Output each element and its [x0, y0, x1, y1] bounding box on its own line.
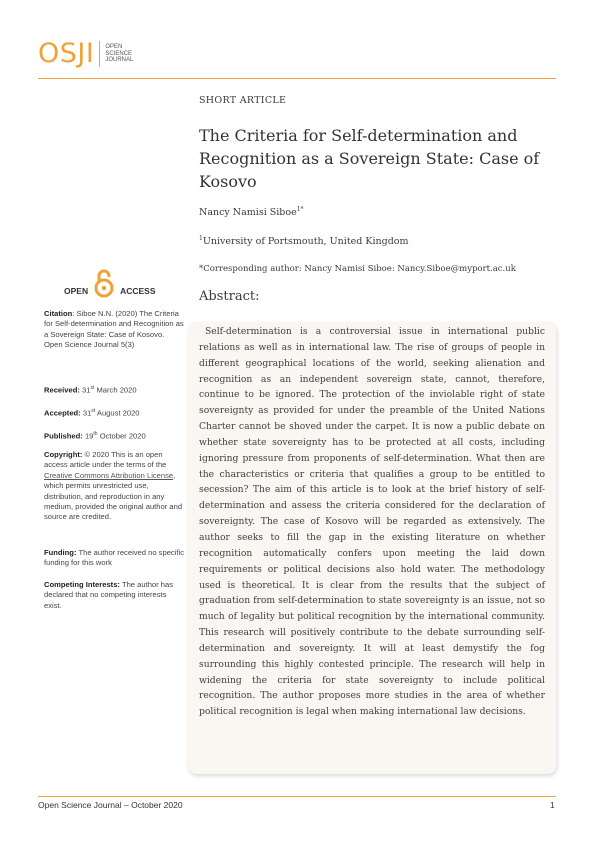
logo-subtitle: OPEN SCIENCE JOURNAL: [105, 44, 134, 64]
footer-rule: [38, 796, 556, 797]
received-date: Received: 31st March 2020: [44, 385, 137, 395]
funding-block: Funding: The author received no specific funding for this work: [44, 548, 184, 568]
published-date: Published: 19th October 2020: [44, 431, 146, 441]
abstract-text: Self-determination is a controversial issue in international public relations as well as in international law. The rise of groups of people in different geographical locations of the world, seeking alienation and recognition as an independent sovereign state, cannot, therefore, continue to be ignored. The protection of the inviolable right of state sovereignty as provided for under the preamble of the United Nations Charter cannot be shoved under the carpet. It is now a public debate on whether state sovereignty has to be protected at all costs, including ignoring pressure from proponents of self-determination. What then are the characteristics or criteria that qualifies a group to be entitled to secession? The aim of this article is to look at the brief history of self-determination and assess the criteria considered for the declaration of sovereignty. The case of Kosovo will be regarded as extensively. The author seeks to fill the gap in the existing literature on whether recognition automatically confers upon meeting the laid down requirements or political decisions also hold water. The methodology used is theoretical. It is clear from the results that the subject of graduation from self-determination to state sovereignty is an issue, not so much of legality but political recognition by the international community. This research will positively contribute to the debate surrounding self-determination and sovereignty. It will at least demystify the fog surrounding this highly contested principle. The research will help in widening the criteria for state sovereignty to include political recognition. The author proposes more studies in the area of whether political recognition is legal when making international law decisions.: [199, 326, 545, 718]
citation-block: Citation: Siboe N.N. (2020) The Criteria for Self-determination and Recognition as a Sovereign State: Case of Kosovo. Open Science Journal 5(3): [44, 309, 184, 350]
article-type: SHORT ARTICLE: [199, 95, 287, 106]
logo-text: OSJI: [38, 38, 95, 69]
author-name: Nancy Namisi Siboe$^{1*}$: [199, 206, 304, 219]
license-link[interactable]: Creative Commons Attribution License: [44, 470, 174, 480]
abstract-heading: Abstract:: [199, 289, 260, 304]
open-lock-icon: [91, 268, 117, 298]
corresponding-author: *Corresponding author: Nancy Namisi Siboe: Nancy.Siboe@myport.ac.uk: [199, 264, 516, 274]
page-number: 1: [550, 800, 555, 810]
logo-divider: [99, 41, 100, 67]
article-title: The Criteria for Self-determination and Recognition as a Sovereign State: Case of Kosovo: [199, 126, 540, 191]
open-access-badge: [64, 268, 156, 298]
affiliation: $^1$University of Portsmouth, United Kingdom: [199, 235, 409, 248]
competing-interests-block: Competing Interests: The author has declared that no competing interests exist.: [44, 580, 174, 610]
header-rule: [38, 78, 556, 79]
open-access-left: OPEN: [64, 286, 89, 296]
open-access-right: ACCESS: [120, 286, 156, 296]
copyright-block: Copyright: © 2020 This is an open access article under the terms of the Creative Commons Attribution License, which permits unrestricted use, distribution, and reproduction in any medium, provided the original author and source are credited.: [44, 450, 183, 522]
journal-logo: [38, 40, 133, 68]
accepted-date: Accepted: 31st August 2020: [44, 408, 140, 418]
footer-journal: Open Science Journal – October 2020: [38, 800, 183, 810]
